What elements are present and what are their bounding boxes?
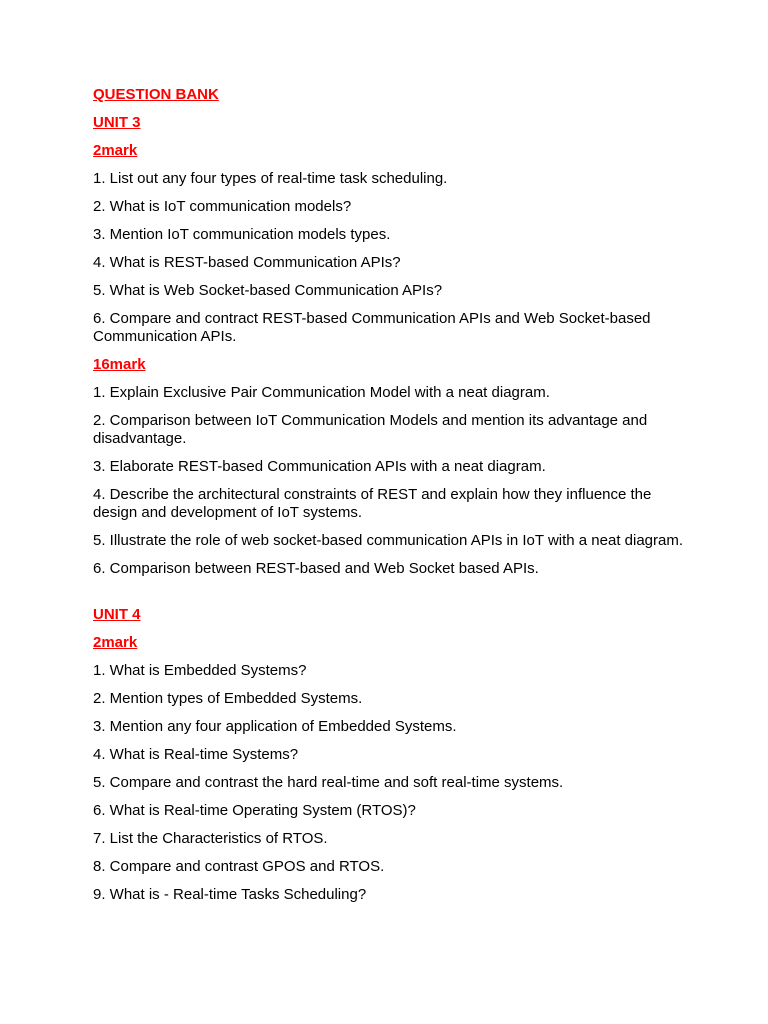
unit3-16mark-question-1: 1. Explain Exclusive Pair Communication Model with a neat diagram. (93, 384, 550, 401)
unit3-16mark-heading: 16mark (93, 356, 146, 373)
unit4-2mark-question-5: 5. Compare and contrast the hard real-time and soft real-time systems. (93, 774, 564, 791)
unit3-16mark-question-4: 4. Describe the architectural constraints of REST and explain how they influence the design and development of IoT systems. (93, 486, 652, 521)
unit3-16mark-question-2: 2. Comparison between IoT Communication Models and mention its advantage and disadvantage. (93, 412, 648, 447)
unit3-16mark-question-6: 6. Comparison between REST-based and Web Socket based APIs. (93, 560, 539, 577)
document-page (93, 86, 693, 914)
unit4-2mark-question-1: 1. What is Embedded Systems? (93, 662, 307, 679)
unit3-2mark-question-5: 5. What is Web Socket-based Communication APIs? (93, 282, 443, 299)
unit3-2mark-question-2: 2. What is IoT communication models? (93, 198, 352, 215)
unit4-heading: UNIT 4 (93, 606, 141, 623)
unit4-2mark-question-4: 4. What is Real-time Systems? (93, 746, 299, 763)
unit3-16mark-question-3: 3. Elaborate REST-based Communication APIs with a neat diagram. (93, 458, 546, 475)
unit3-16mark-question-5: 5. Illustrate the role of web socket-based communication APIs in IoT with a neat diagram. (93, 532, 684, 549)
unit4-2mark-heading: 2mark (93, 634, 138, 651)
unit4-2mark-question-9: 9. What is - Real-time Tasks Scheduling? (93, 886, 367, 903)
unit3-2mark-question-4: 4. What is REST-based Communication APIs? (93, 254, 401, 271)
unit4-2mark-question-8: 8. Compare and contrast GPOS and RTOS. (93, 858, 385, 875)
unit3-2mark-question-6: 6. Compare and contract REST-based Communication APIs and Web Socket-based Communication APIs. (93, 310, 651, 345)
unit4-2mark-question-2: 2. Mention types of Embedded Systems. (93, 690, 363, 707)
unit3-2mark-question-3: 3. Mention IoT communication models types. (93, 226, 391, 243)
unit3-2mark-question-1: 1. List out any four types of real-time task scheduling. (93, 170, 448, 187)
unit3-2mark-heading: 2mark (93, 142, 138, 159)
unit3-heading: UNIT 3 (93, 114, 141, 131)
section-spacer (93, 588, 693, 606)
document-title: QUESTION BANK (93, 86, 219, 103)
unit4-2mark-question-6: 6. What is Real-time Operating System (RTOS)? (93, 802, 416, 819)
unit4-2mark-question-7: 7. List the Characteristics of RTOS. (93, 830, 328, 847)
unit4-2mark-question-3: 3. Mention any four application of Embedded Systems. (93, 718, 457, 735)
